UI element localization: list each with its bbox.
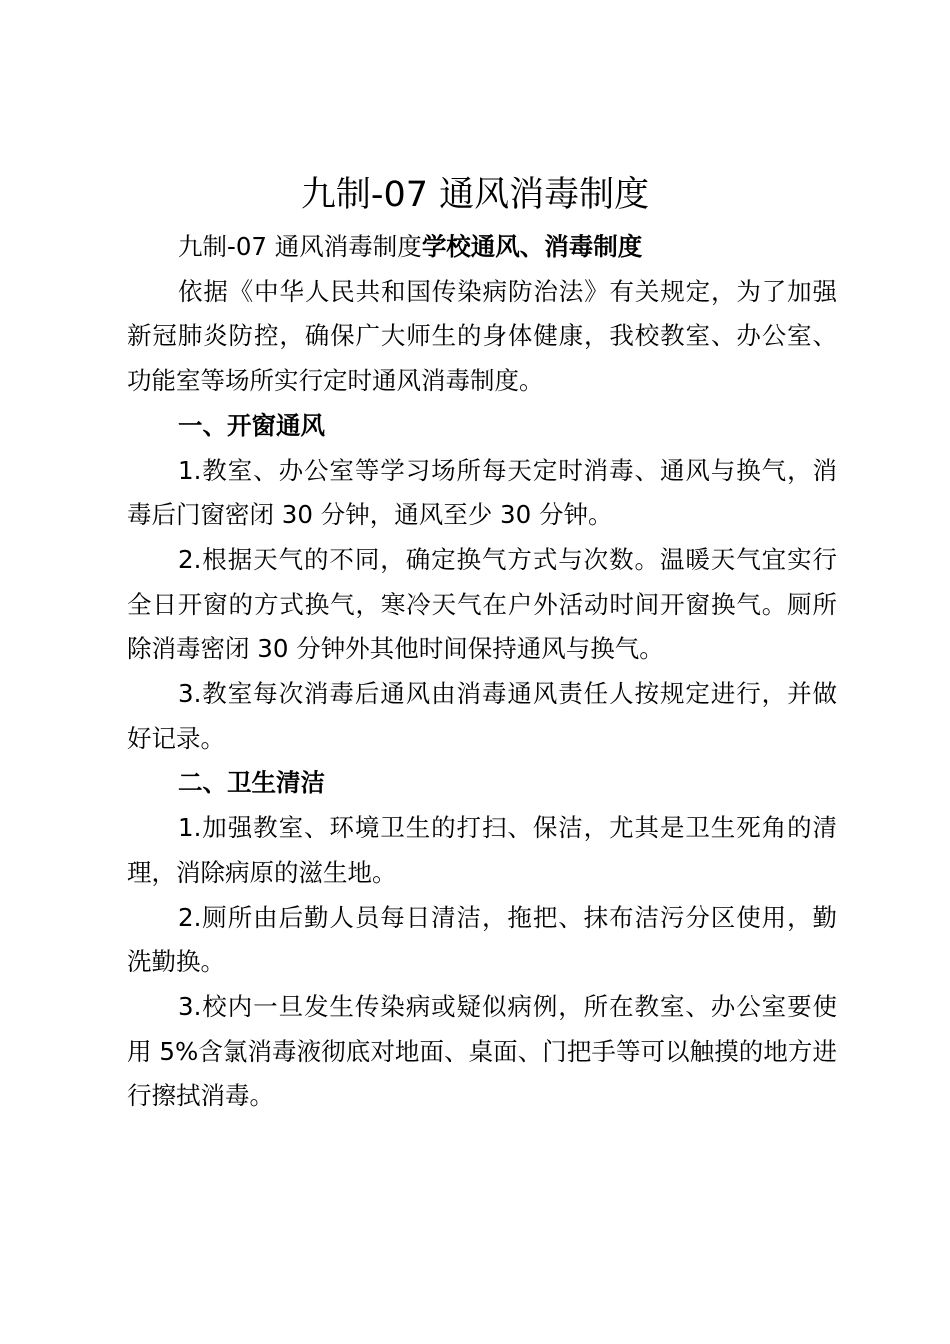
intro-paragraph: 依据《中华人民共和国传染病防治法》有关规定，为了加强新冠肺炎防控，确保广大师生的身体健康，我校教室、办公室、功能室等场所实行定时通风消毒制度。 [127,276,837,396]
document-body [127,225,837,1119]
subtitle-bold: 学校通风、消毒制度 [421,232,643,261]
section-1-item-2: 2.根据天气的不同，确定换气方式与次数。温暖天气宜实行全日开窗的方式换气，寒冷天气在户外活动时间开窗换气。厕所除消毒密闭 30 分钟外其他时间保持通风与换气。 [127,544,837,664]
section-2-item-2: 2.厕所由后勤人员每日清洁，拖把、抹布洁污分区使用，勤洗勤换。 [127,902,837,977]
section-2-item-1: 1.加强教室、环境卫生的打扫、保洁，尤其是卫生死角的清理，消除病原的滋生地。 [127,813,837,887]
section-2-item-3: 3.校内一旦发生传染病或疑似病例，所在教室、办公室要使用 5%含氯消毒液彻底对地面、桌面、门把手等可以触摸的地方进行擦拭消毒。 [127,991,837,1111]
document-title: 九制-07 通风消毒制度 [300,175,650,215]
subtitle-plain: 九制-07 通风消毒制度 [178,232,422,261]
section-heading-hygiene: 二、卫生清洁 [178,768,325,798]
subtitle-line [127,225,837,270]
section-1-item-1: 1.教室、办公室等学习场所每天定时消毒、通风与换气，消毒后门窗密闭 30 分钟，通风至少 30 分钟。 [127,455,837,530]
section-1-item-3: 3.教室每次消毒后通风由消毒通风责任人按规定进行，并做好记录。 [127,679,837,753]
section-heading-ventilation: 一、开窗通风 [178,410,325,440]
